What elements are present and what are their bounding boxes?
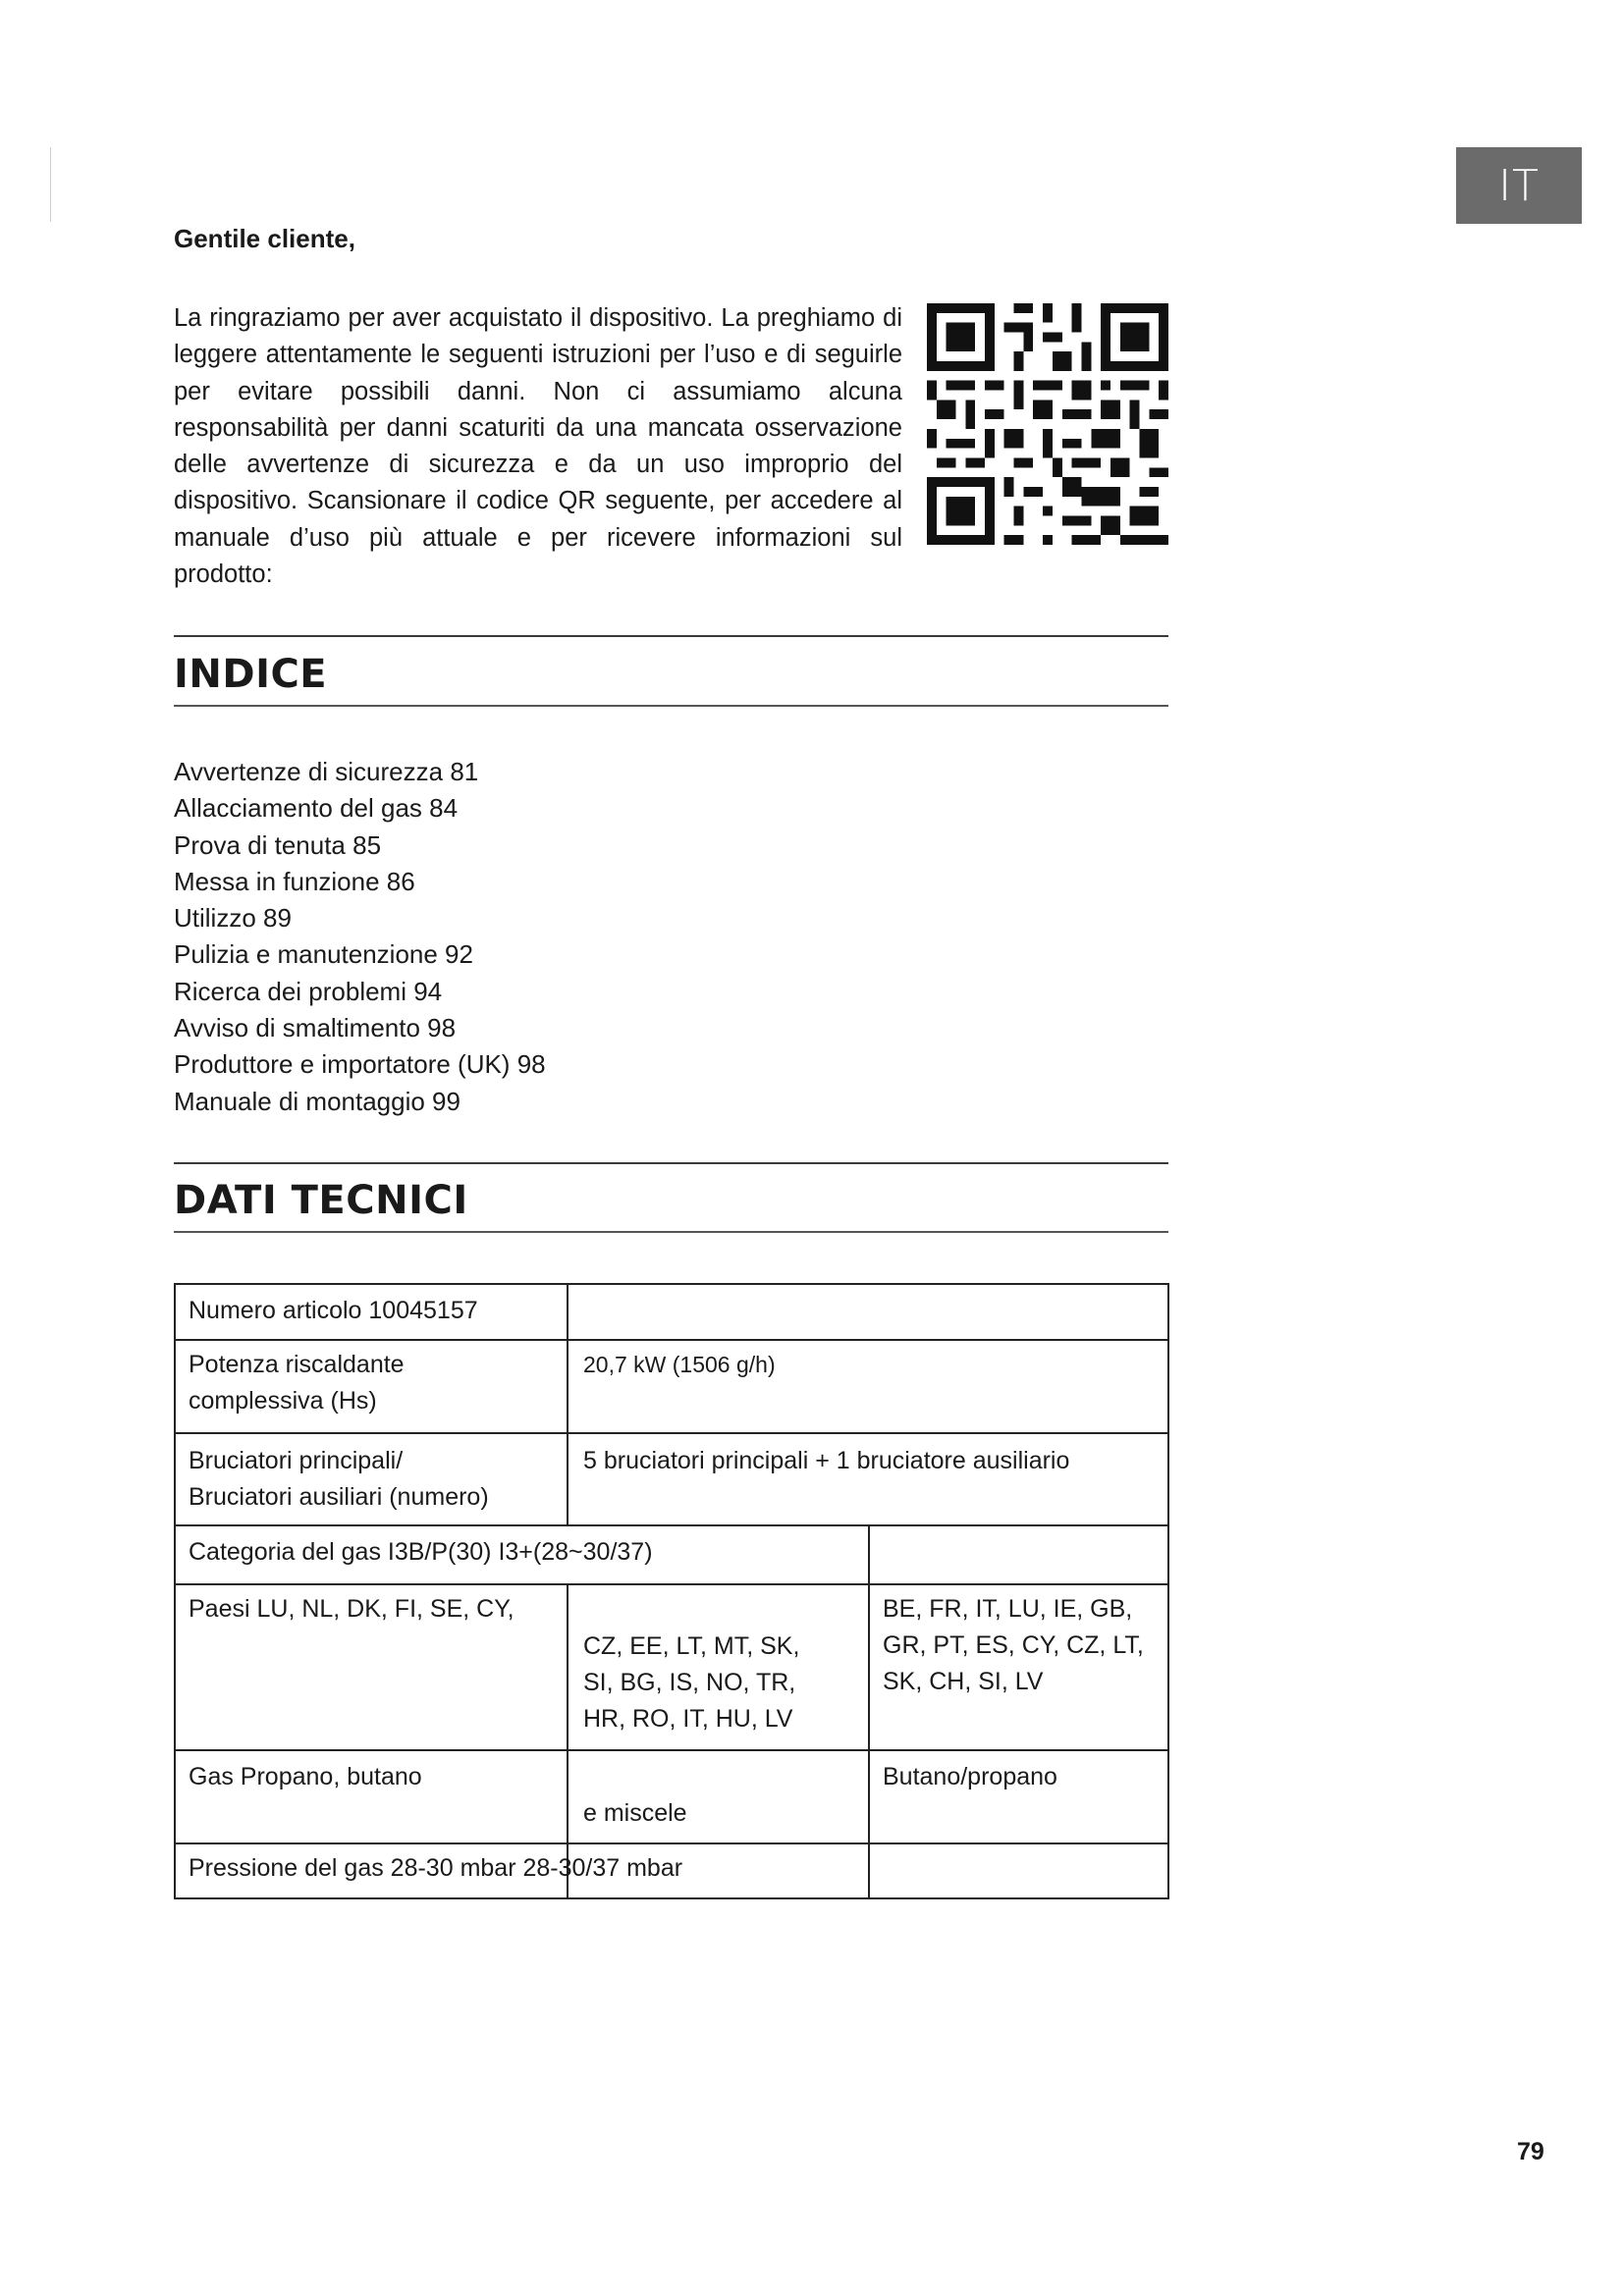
burners-label-line1: Bruciatori principali/	[189, 1447, 404, 1474]
burners-value: 5 bruciatori principali + 1 bruciatore ausiliario	[583, 1447, 1070, 1474]
index-rule-bottom	[174, 705, 1168, 707]
row-divider	[174, 1583, 1169, 1585]
greeting: Gentile cliente,	[174, 224, 355, 253]
index-item[interactable]: Manuale di montaggio 99	[174, 1086, 460, 1116]
index-item[interactable]: Pulizia e manutenzione 92	[174, 939, 473, 970]
index-item[interactable]: Avviso di smaltimento 98	[174, 1013, 457, 1043]
language-tab: IT	[1456, 147, 1582, 224]
table-border-top	[174, 1283, 1169, 1285]
index-item[interactable]: Utilizzo 89	[174, 903, 292, 934]
row-divider	[174, 1842, 1169, 1844]
column-divider	[567, 1283, 568, 1524]
row-divider	[174, 1524, 1169, 1526]
power-label-line2: complessiva (Hs)	[189, 1387, 377, 1415]
index-item[interactable]: Produttore e importatore (UK) 98	[174, 1049, 546, 1080]
gas-type-label: Gas Propano, butano	[189, 1763, 422, 1790]
index-heading: INDICE	[174, 652, 328, 697]
index-item[interactable]: Prova di tenuta 85	[174, 829, 382, 860]
row-divider	[174, 1339, 1169, 1341]
table-border-left	[174, 1283, 176, 1899]
qr-code[interactable]	[927, 303, 1168, 545]
gas-type-right: Butano/propano	[883, 1763, 1057, 1790]
burners-label-line2: Bruciatori ausiliari (numero)	[189, 1483, 489, 1511]
qr-finder-bottom-left	[927, 477, 995, 545]
table-border-right	[1167, 1283, 1169, 1899]
countries-right-3: SK, CH, SI, LV	[883, 1668, 1044, 1695]
specs-heading: DATI TECNICI	[174, 1178, 468, 1223]
index-rule-top	[174, 635, 1168, 637]
qr-finder-top-right	[1101, 303, 1168, 371]
power-label-line1: Potenza riscaldante	[189, 1351, 405, 1378]
gas-type-mid: e miscele	[583, 1799, 687, 1827]
countries-right-2: GR, PT, ES, CY, CZ, LT,	[883, 1631, 1144, 1659]
margin-line	[50, 147, 51, 222]
countries-label: Paesi LU, NL, DK, FI, SE, CY,	[189, 1595, 514, 1623]
power-value: 20,7 kW (1506 g/h)	[583, 1352, 776, 1377]
index-item[interactable]: Messa in funzione 86	[174, 866, 415, 896]
countries-mid-2: SI, BG, IS, NO, TR,	[583, 1669, 796, 1696]
countries-mid-1: CZ, EE, LT, MT, SK,	[583, 1632, 800, 1660]
row-divider	[174, 1749, 1169, 1751]
page-number: 79	[1517, 2138, 1544, 2165]
index-item[interactable]: Allacciamento del gas 84	[174, 793, 459, 824]
index-item[interactable]: Ricerca dei problemi 94	[174, 976, 443, 1006]
specs-rule-bottom	[174, 1231, 1168, 1233]
row-divider	[174, 1432, 1169, 1434]
qr-finder-top-left	[927, 303, 995, 371]
specs-rule-top	[174, 1162, 1168, 1164]
intro-paragraph: La ringraziamo per aver acquistato il dispositivo. La preghiamo di leggere attentamente le seguenti istruzioni per l’uso e di seguirle per evitare possibili danni. Non ci assumiamo alcuna responsabilità per danni scaturiti da una mancata osservazione delle avvertenze di sicurezza e da un uso improprio del dispositivo. Scansionare il codice QR seguente, per accedere al manuale d’uso più attuale e per ricevere informazioni sul prodotto:	[174, 304, 902, 589]
index-list	[174, 754, 546, 1120]
table-border-bottom	[174, 1897, 1169, 1899]
article-number: Numero articolo 10045157	[189, 1297, 478, 1324]
index-item[interactable]: Avvertenze di sicurezza 81	[174, 757, 479, 786]
specs-table	[174, 1283, 1169, 1899]
column-divider	[868, 1524, 870, 1899]
countries-mid-3: HR, RO, IT, HU, LV	[583, 1705, 793, 1733]
countries-right-1: BE, FR, IT, LU, IE, GB,	[883, 1595, 1133, 1623]
gas-pressure: Pressione del gas 28-30 mbar 28-30/37 mbar	[189, 1854, 683, 1882]
gas-category: Categoria del gas I3B/P(30) I3+(28~30/37)	[189, 1538, 653, 1566]
